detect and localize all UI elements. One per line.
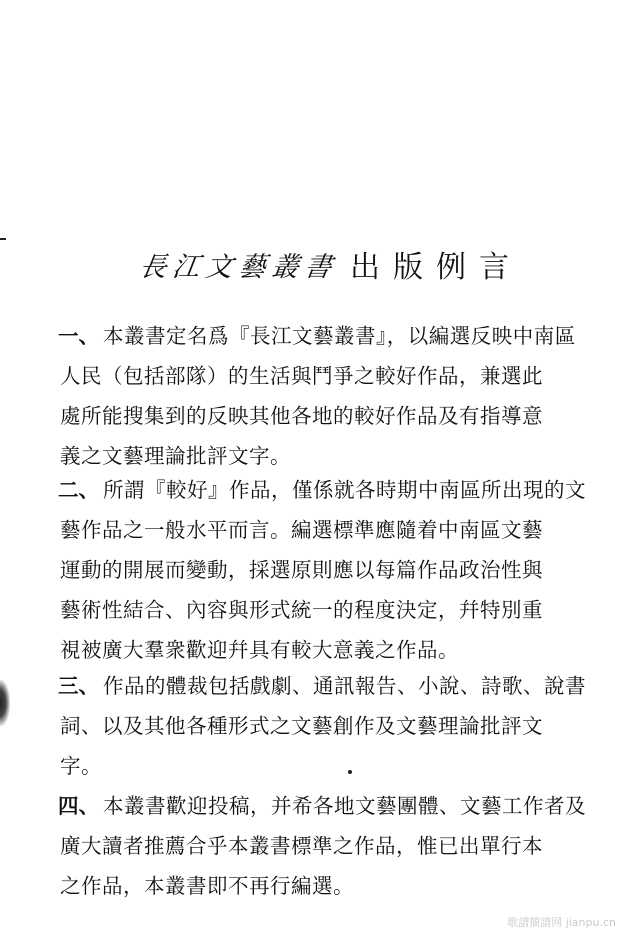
- line-text: 本叢書歡迎投稿，并希各地文藝團體、文藝工作者及: [103, 794, 586, 818]
- line-text: 之作品，本叢書即不再行編選。: [60, 874, 354, 898]
- print-speck: [348, 770, 352, 774]
- page-title: [137, 244, 522, 285]
- line-text: 運動的開展而變動，採選原則應以每篇作品政治性與: [60, 558, 543, 582]
- line-text: 處所能搜集到的反映其他各地的較好作品及有指導意: [60, 404, 543, 428]
- line-text: 視被廣大羣衆歡迎幷具有較大意義之作品。: [60, 638, 459, 662]
- item-number: 四、: [58, 794, 99, 818]
- article-section-3: [58, 666, 586, 786]
- line-text: 義之文藝理論批評文字。: [60, 444, 291, 468]
- margin-smudge: [0, 680, 10, 726]
- line-text: 作品的體裁包括戲劇、通訊報告、小說、詩歌、說書: [103, 674, 586, 698]
- line-text: 詞、以及其他各種形式之文藝創作及文藝理論批評文: [60, 714, 543, 738]
- line-text: 藝作品之一般水平而言。編選標準應隨着中南區文藝: [60, 518, 543, 542]
- margin-mark: [0, 238, 6, 240]
- section-line: [58, 590, 578, 630]
- line-text: 字。: [60, 754, 102, 778]
- section-line: [58, 356, 578, 396]
- section-line: [58, 510, 578, 550]
- line-text: 廣大讀者推薦合乎本叢書標準之作品，惟已出單行本: [60, 834, 543, 858]
- section-line: [58, 786, 586, 826]
- site-watermark: 歌譜簡譜网 jianpu.cn: [507, 916, 616, 929]
- section-line: [58, 666, 586, 706]
- section-line: [58, 826, 578, 866]
- line-text: 藝術性結合、內容與形式統一的程度決定，幷特別重: [60, 598, 543, 622]
- section-line: [58, 550, 578, 590]
- article-section-4: [58, 786, 586, 906]
- section-line: [58, 470, 586, 510]
- series-name-calligraphy: 長江文藝叢書: [137, 251, 340, 283]
- line-text: 人民（包括部隊）的生活與鬥爭之較好作品，兼選此: [60, 364, 543, 388]
- section-line: [58, 746, 578, 786]
- section-line: [58, 630, 578, 670]
- section-line: [58, 706, 578, 746]
- line-text: 本叢書定名爲『長江文藝叢書』，以編選反映中南區: [103, 324, 576, 348]
- section-line: [58, 316, 578, 356]
- line-text: 所謂『較好』作品，僅係就各時期中南區所出現的文: [103, 478, 586, 502]
- title-main: 出版例言: [350, 250, 522, 285]
- section-line: [58, 866, 578, 906]
- item-number: 三、: [58, 674, 99, 698]
- item-number: 二、: [58, 478, 99, 502]
- article-section-2: [58, 470, 586, 670]
- article-section-1: [58, 316, 578, 476]
- item-number: 一、: [58, 324, 99, 348]
- section-line: [58, 396, 578, 436]
